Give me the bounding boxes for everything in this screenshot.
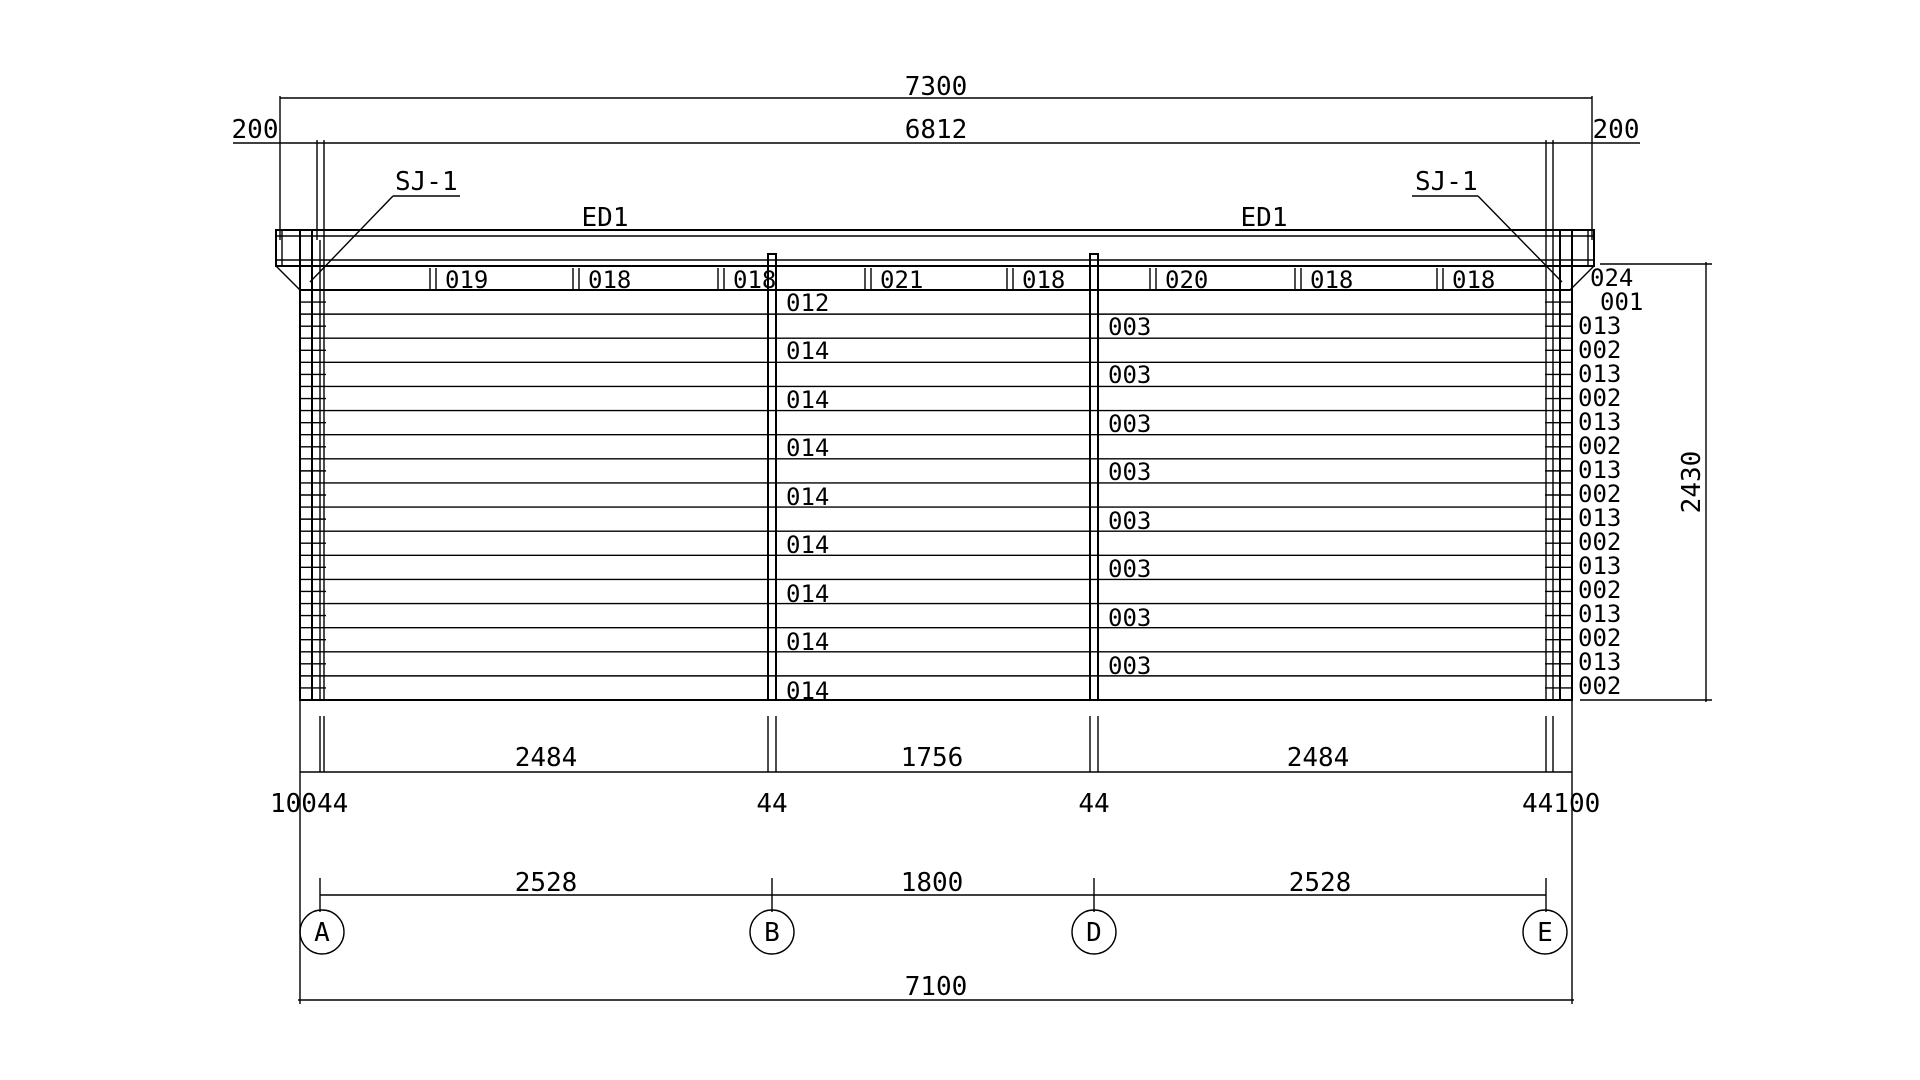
- right-label: 013: [1578, 504, 1622, 532]
- post-d-label: 003: [1108, 313, 1152, 341]
- right-label: 002: [1578, 576, 1622, 604]
- span-label: 1756: [900, 743, 964, 773]
- callout-right-label: SJ-1: [1415, 167, 1478, 197]
- axis-label-e: E: [1537, 918, 1553, 948]
- overhang-left-label: 200: [231, 115, 279, 145]
- axis-dim-label: 2528: [514, 868, 578, 898]
- height-label: 2430: [1677, 450, 1707, 514]
- axis-bubble-a: [300, 910, 344, 954]
- post-b-label: 014: [786, 337, 830, 365]
- right-label: 013: [1578, 552, 1622, 580]
- right-column-labels: [1578, 264, 1643, 700]
- dimension-6812-label: 6812: [904, 115, 968, 145]
- post-d-label: 003: [1108, 555, 1152, 583]
- axis-bubble-d: [1072, 910, 1116, 954]
- axis-dim-label: 2528: [1288, 868, 1352, 898]
- callout-sj1-left: [310, 167, 460, 282]
- right-label: 002: [1578, 528, 1622, 556]
- right-label: 002: [1578, 624, 1622, 652]
- post-b-label: 014: [786, 677, 830, 705]
- axis-dim-label: 1800: [900, 868, 964, 898]
- dimension-overall-top: [280, 72, 1592, 240]
- axis-label-a: A: [314, 918, 330, 948]
- post-d-label: 003: [1108, 361, 1152, 389]
- axis-bubble-e: [1523, 910, 1567, 954]
- post-width-b: 44: [756, 789, 788, 819]
- post-b-label: 014: [786, 628, 830, 656]
- right-label: 002: [1578, 432, 1622, 460]
- top-row-label: 018: [588, 266, 632, 294]
- axis-label-d: D: [1086, 918, 1102, 948]
- post-b-label: 014: [786, 580, 830, 608]
- right-label: 013: [1578, 648, 1622, 676]
- post-width-dims: [270, 789, 1600, 819]
- right-label: 002: [1578, 672, 1622, 700]
- post-b-label: 014: [786, 386, 830, 414]
- post-b-label: 014: [786, 434, 830, 462]
- dimension-7300-label: 7300: [904, 72, 968, 102]
- top-row-label: 019: [445, 266, 489, 294]
- dimension-axes: [320, 868, 1546, 912]
- wall-log-courses: [300, 290, 1572, 700]
- callout-left-label: SJ-1: [395, 167, 458, 197]
- right-label: 013: [1578, 600, 1622, 628]
- post-b: [768, 254, 776, 700]
- right-label: 024: [1590, 264, 1634, 292]
- right-label: 013: [1578, 312, 1622, 340]
- dimension-spans: [300, 743, 1572, 773]
- post-b-label: 014: [786, 531, 830, 559]
- axis-label-b: B: [764, 918, 780, 948]
- span-label: 2484: [1286, 743, 1350, 773]
- post-d: [1090, 254, 1098, 700]
- right-label: 013: [1578, 456, 1622, 484]
- post-d-label: 003: [1108, 604, 1152, 632]
- right-label: 002: [1578, 336, 1622, 364]
- eave-right-label: ED1: [1240, 203, 1288, 233]
- post-width-right: 44100: [1522, 789, 1601, 819]
- right-label: 001: [1600, 288, 1644, 316]
- overhang-right-label: 200: [1592, 115, 1640, 145]
- post-d-label: 003: [1108, 410, 1152, 438]
- post-a: [300, 230, 324, 700]
- top-row-label: 020: [1165, 266, 1209, 294]
- span-label: 2484: [514, 743, 578, 773]
- top-row-label: 018: [1022, 266, 1066, 294]
- top-row-label: 018: [733, 266, 777, 294]
- top-row-label: 018: [1310, 266, 1354, 294]
- post-b-label: 012: [786, 289, 830, 317]
- top-row-label: 018: [1452, 266, 1496, 294]
- post-e: [1546, 230, 1572, 700]
- post-width-left: 10044: [270, 789, 349, 819]
- callout-sj1-right: [1412, 167, 1562, 282]
- axis-bubble-b: [750, 910, 794, 954]
- eave-left-label: ED1: [581, 203, 629, 233]
- post-width-d: 44: [1078, 789, 1110, 819]
- right-label: 002: [1578, 480, 1622, 508]
- right-label: 013: [1578, 408, 1622, 436]
- right-label: 002: [1578, 384, 1622, 412]
- post-b-labels: [786, 289, 829, 705]
- post-d-label: 003: [1108, 458, 1152, 486]
- post-b-label: 014: [786, 483, 830, 511]
- post-d-label: 003: [1108, 652, 1152, 680]
- post-d-labels: [1108, 313, 1151, 680]
- top-row-markers: [430, 268, 1443, 290]
- post-d-label: 003: [1108, 507, 1152, 535]
- dimension-7100-label: 7100: [904, 972, 968, 1002]
- right-label: 013: [1578, 360, 1622, 388]
- top-row-label: 021: [880, 266, 924, 294]
